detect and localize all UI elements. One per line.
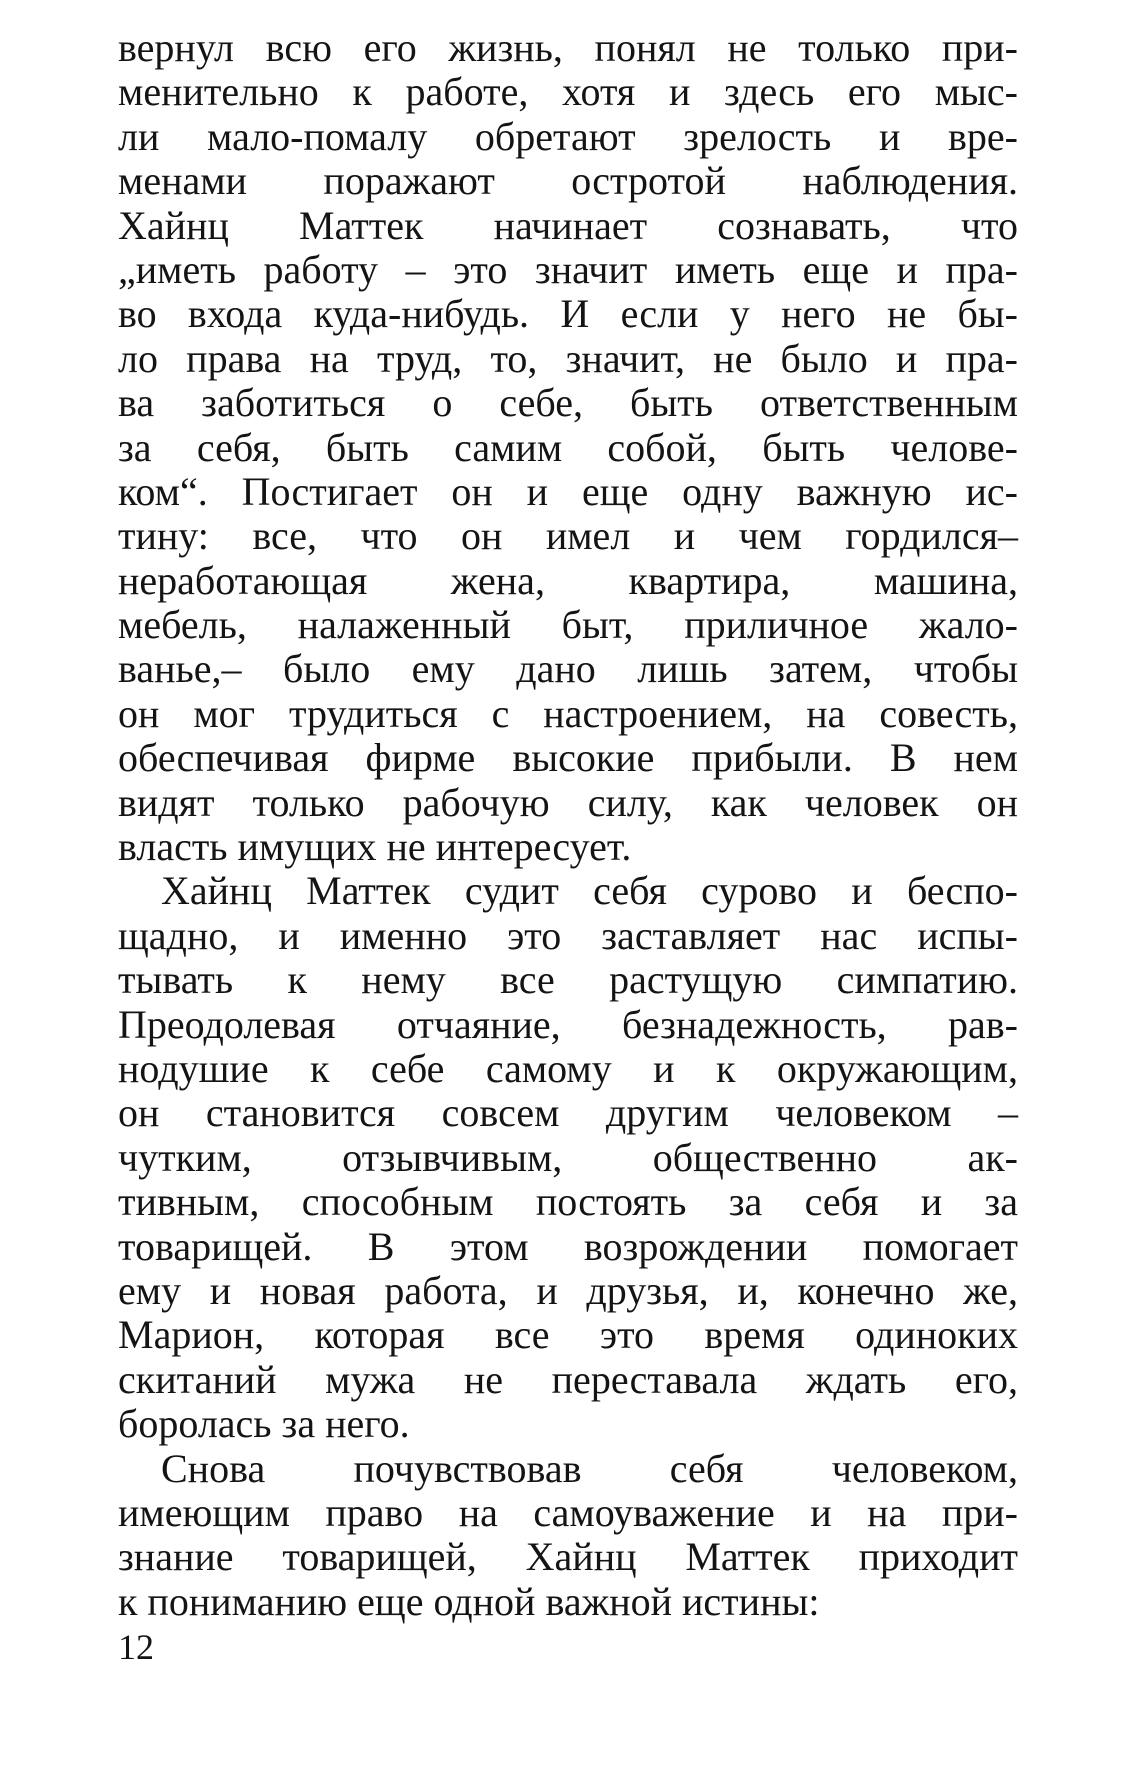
text-line: имеющим право на самоуважение и на при- [118,1489,1018,1535]
text-line: „иметь работу – это значит иметь еще и пра- [118,246,1018,292]
text-line: чутким, отзывчивым, общественно ак- [118,1134,1018,1180]
text-line: скитаний мужа не переставала ждать его, [118,1356,1018,1402]
text-line: Марион, которая все это время одиноких [118,1312,1018,1358]
text-line: он мог трудиться с настроением, на совесть, [118,690,1018,736]
text-line: тину: все, что он имел и чем гордился– [118,513,1018,559]
text-line: щадно, и именно это заставляет нас испы- [118,912,1018,958]
text-line: Хайнц Маттек судит себя сурово и беспо- [161,868,1018,914]
text-line: Хайнц Маттек начинает сознавать, что [118,202,1018,248]
text-line: тивным, способным постоять за себя и за [118,1179,1018,1225]
paragraph [118,1447,1018,1625]
text-line: он становится совсем другим человеком – [118,1090,1018,1136]
text-line: видят только рабочую силу, как человек он [118,779,1018,825]
text-line: менительно к работе, хотя и здесь его мыс- [118,69,1018,115]
text-line: ком“. Постигает он и еще одну важную ис- [118,468,1018,514]
text-line: менами поражают остротой наблюдения. [118,158,1018,204]
paragraph [118,869,1018,1446]
page-number: 12 [118,1627,154,1667]
text-line: вернул всю его жизнь, понял не только при- [118,25,1018,70]
paragraph [118,26,1018,869]
body-text [118,26,1018,1624]
text-line: ему и новая работа, и друзья, и, конечно же, [118,1267,1018,1313]
text-line: Снова почувствовав себя человеком, [161,1445,1018,1491]
text-line: знание товарищей, Хайнц Маттек приходит [118,1534,1018,1580]
text-line: боролась за него. [118,1401,410,1447]
text-line: товарищей. В этом возрождении помогает [118,1223,1018,1269]
text-line: мебель, налаженный быт, приличное жало- [118,602,1018,648]
text-line: к пониманию еще одной важной истины: [118,1578,820,1624]
text-line: ва заботиться о себе, быть ответственным [118,380,1018,426]
text-line: власть имущих не интересует. [118,824,632,870]
text-line: ли мало-помалу обретают зрелость и вре- [118,113,1018,159]
text-line: во входа куда-нибудь. И если у него не бы- [118,291,1018,337]
text-line: ло права на труд, то, значит, не было и пра- [118,335,1018,381]
text-line: неработающая жена, квартира, машина, [118,557,1018,603]
text-line: за себя, быть самим собой, быть челове- [118,424,1018,470]
text-line: ванье,– было ему дано лишь затем, чтобы [118,646,1018,692]
text-line: тывать к нему все растущую симпатию. [118,957,1018,1003]
text-line: нодушие к себе самому и к окружающим, [118,1045,1018,1091]
text-line: Преодолевая отчаяние, безнадежность, рав- [118,1001,1018,1047]
text-line: обеспечивая фирме высокие прибыли. В нем [118,735,1018,781]
